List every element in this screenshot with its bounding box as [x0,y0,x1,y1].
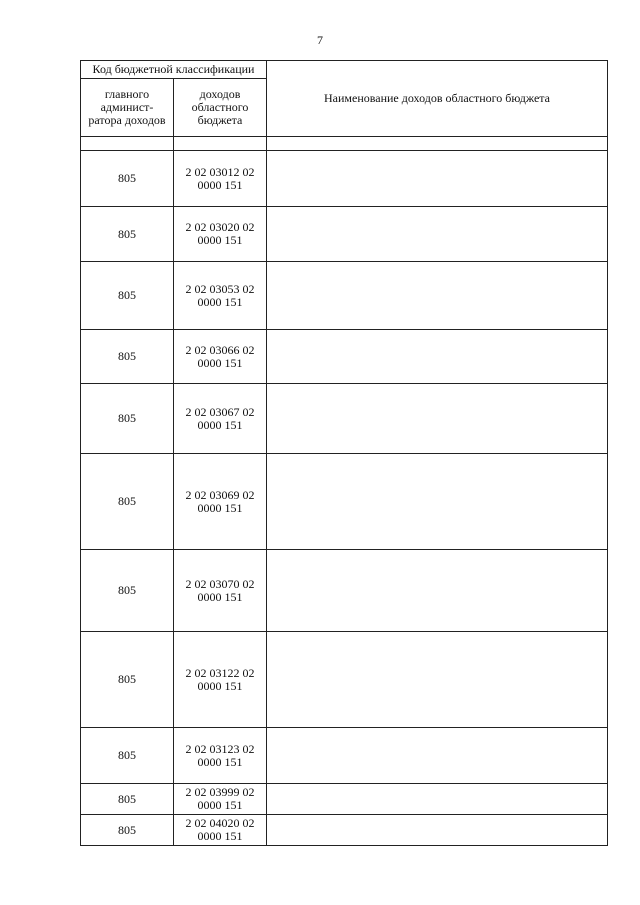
income-description [267,137,608,151]
classification-code: 2 02 03070 02 0000 151 [174,550,267,632]
admin-code: 805 [81,728,174,784]
admin-code: 805 [81,784,174,815]
admin-code: 805 [81,550,174,632]
admin-code: 805 [81,454,174,550]
table-row [81,815,608,846]
classification-code: 2 02 03066 02 0000 151 [174,330,267,384]
classification-code: 2 02 03999 02 0000 151 [174,784,267,815]
classification-code: 2 02 03012 02 0000 151 [174,151,267,207]
income-description [267,454,608,550]
income-description [267,815,608,846]
income-description [267,151,608,207]
classification-code [174,137,267,151]
income-description [267,728,608,784]
table-row [81,454,608,550]
classification-code: 2 02 03123 02 0000 151 [174,728,267,784]
classification-code: 2 02 03122 02 0000 151 [174,632,267,728]
header-admin: главного админист-ратора доходов [81,79,174,137]
table-row [81,151,608,207]
income-description [267,632,608,728]
income-description [267,384,608,454]
income-description [267,784,608,815]
table-row [81,262,608,330]
table-row [81,330,608,384]
table-row [81,137,608,151]
table-row [81,550,608,632]
header-income: доходов областного бюджета [174,79,267,137]
page-number: 7 [317,33,323,47]
admin-code: 805 [81,330,174,384]
classification-code: 2 02 04020 02 0000 151 [174,815,267,846]
income-description [267,207,608,262]
income-description [267,550,608,632]
admin-code: 805 [81,151,174,207]
table-row [81,784,608,815]
header-name: Наименование доходов областного бюджета [267,61,608,137]
table-row [81,207,608,262]
table-row [81,632,608,728]
classification-code: 2 02 03069 02 0000 151 [174,454,267,550]
admin-code: 805 [81,262,174,330]
admin-code [81,137,174,151]
budget-classification-table [80,60,608,846]
admin-code: 805 [81,815,174,846]
table-row [81,384,608,454]
table-row [81,728,608,784]
admin-code: 805 [81,207,174,262]
classification-code: 2 02 03053 02 0000 151 [174,262,267,330]
classification-code: 2 02 03020 02 0000 151 [174,207,267,262]
income-description [267,262,608,330]
classification-code: 2 02 03067 02 0000 151 [174,384,267,454]
admin-code: 805 [81,632,174,728]
header-code-group: Код бюджетной классификации [81,61,267,79]
income-description [267,330,608,384]
admin-code: 805 [81,384,174,454]
